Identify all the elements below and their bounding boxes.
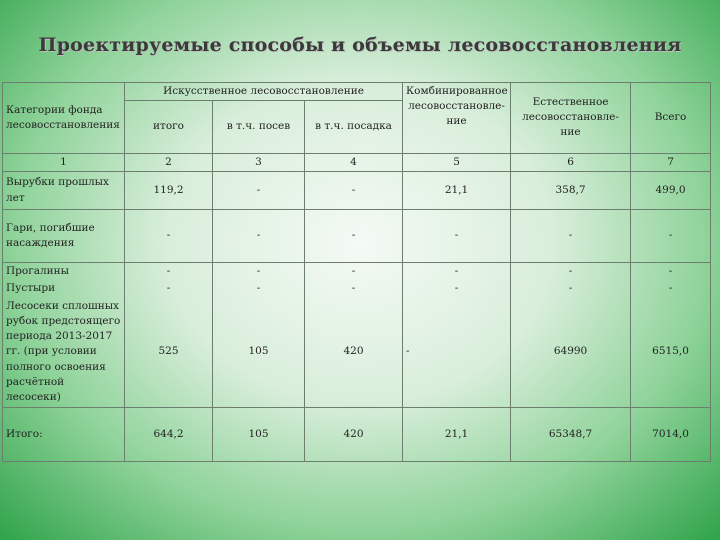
col-number: 7: [631, 153, 711, 171]
cell-value: 7014,0: [631, 407, 711, 461]
col-number: 4: [305, 153, 403, 171]
cell-value: 525: [125, 297, 213, 407]
cell-value: -: [125, 210, 213, 262]
cell-value: -: [305, 262, 403, 280]
table-row: [3, 262, 711, 280]
col-number: 3: [213, 153, 305, 171]
header-sowing: в т.ч. посев: [213, 101, 305, 153]
header-natural: Естественное лесовосстановле-ние: [511, 83, 631, 154]
cell-value: -: [403, 210, 511, 262]
table-row: [3, 210, 711, 262]
cell-value: 420: [305, 297, 403, 407]
table-row: [3, 280, 711, 297]
table-row: [3, 172, 711, 210]
col-number: 5: [403, 153, 511, 171]
totals-row: [3, 407, 711, 461]
table-row: [3, 297, 711, 407]
col-number: 1: [3, 153, 125, 171]
cell-value: -: [403, 280, 511, 297]
header-artificial: Искусственное лесовосстановление: [125, 83, 403, 101]
cell-value: 64990: [511, 297, 631, 407]
column-numbers-row: [3, 153, 711, 171]
col-number: 6: [511, 153, 631, 171]
cell-value: -: [511, 262, 631, 280]
cell-value: 499,0: [631, 172, 711, 210]
row-label: Пустыри: [3, 280, 125, 297]
cell-value: -: [305, 280, 403, 297]
cell-value: -: [125, 262, 213, 280]
row-label: Итого:: [3, 407, 125, 461]
cell-value: -: [403, 262, 511, 280]
cell-value: -: [213, 280, 305, 297]
page-title: Проектируемые способы и объемы лесовосстановления: [38, 34, 682, 56]
cell-value: 420: [305, 407, 403, 461]
row-label: Прогалины: [3, 262, 125, 280]
cell-value: 21,1: [403, 172, 511, 210]
cell-value: 6515,0: [631, 297, 711, 407]
cell-value: -: [213, 210, 305, 262]
cell-value: 358,7: [511, 172, 631, 210]
cell-value: -: [213, 172, 305, 210]
cell-value: 105: [213, 297, 305, 407]
header-category: Категории фонда лесовосстановления: [3, 83, 125, 154]
cell-value: -: [305, 210, 403, 262]
header-row-top: [3, 83, 711, 101]
reforestation-table: [2, 82, 711, 462]
cell-value: -: [403, 297, 511, 407]
cell-value: 105: [213, 407, 305, 461]
col-number: 2: [125, 153, 213, 171]
cell-value: -: [125, 280, 213, 297]
cell-value: 119,2: [125, 172, 213, 210]
cell-value: -: [511, 280, 631, 297]
header-total: итого: [125, 101, 213, 153]
row-label: Вырубки прошлых лет: [3, 172, 125, 210]
cell-value: -: [213, 262, 305, 280]
row-label: Лесосеки сплошных рубок предстоящего периода 2013-2017 гг. (при условии полного освоения расчётной лесосеки): [3, 297, 125, 407]
cell-value: 21,1: [403, 407, 511, 461]
row-label: Гари, погибшие насаждения: [3, 210, 125, 262]
cell-value: 644,2: [125, 407, 213, 461]
cell-value: -: [631, 280, 711, 297]
header-all: Всего: [631, 83, 711, 154]
cell-value: 65348,7: [511, 407, 631, 461]
cell-value: -: [511, 210, 631, 262]
header-combined: Комбинированное лесовосстановле-ние: [403, 83, 511, 154]
cell-value: -: [305, 172, 403, 210]
cell-value: -: [631, 210, 711, 262]
cell-value: -: [631, 262, 711, 280]
header-planting: в т.ч. посадка: [305, 101, 403, 153]
